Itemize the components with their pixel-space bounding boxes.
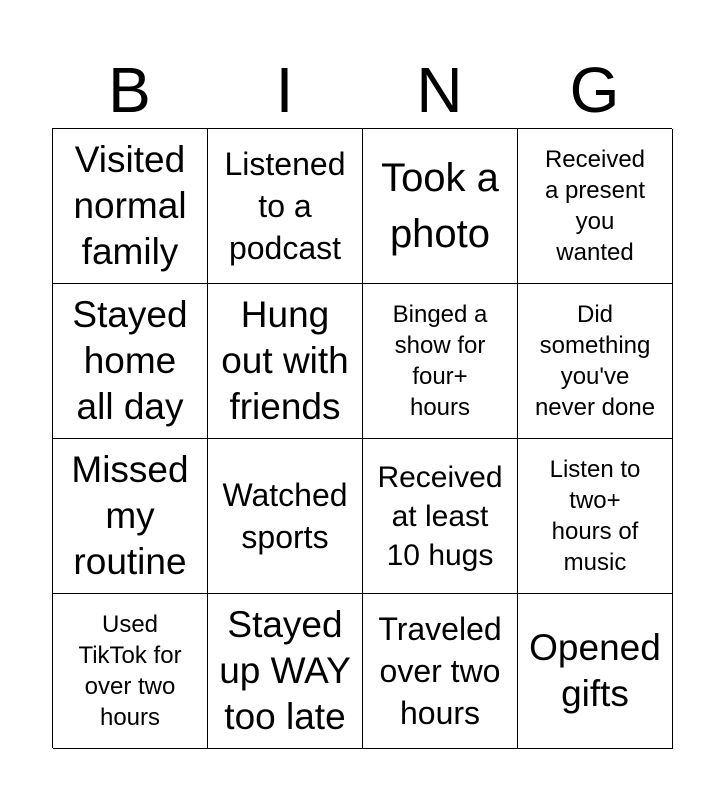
bingo-cell[interactable] [518,439,673,594]
bingo-cell[interactable] [363,594,518,749]
bingo-cell[interactable] [518,594,673,749]
bingo-cell-text: Received at least 10 hugs [377,460,503,572]
bingo-cell-text: Stayed home all day [72,294,188,427]
bingo-cell-text: Received a present you wanted [544,146,646,266]
bingo-cell[interactable] [363,129,518,284]
bingo-cell[interactable] [208,129,363,284]
bingo-cell-text: Listened to a podcast [224,146,346,266]
bingo-cell[interactable] [518,284,673,439]
bingo-cell[interactable] [363,284,518,439]
header-letter-b: B [108,54,151,126]
bingo-cell-text: Took a photo [381,156,499,256]
bingo-cell[interactable] [208,439,363,594]
bingo-cell-text: Stayed up WAY too late [219,604,351,737]
bingo-cell-text: Listen to two+ hours of music [549,456,641,576]
bingo-cell[interactable] [208,284,363,439]
bingo-cell-text: Opened gifts [529,627,661,714]
bingo-cell-text: Visited normal family [73,139,187,272]
bingo-cell[interactable] [208,594,363,749]
bingo-cell-text: Watched sports [222,477,348,555]
bingo-cell[interactable] [518,129,673,284]
bingo-cell[interactable] [53,439,208,594]
header-letter-i: I [275,54,294,126]
bingo-cell[interactable] [53,594,208,749]
bingo-cell-text: Hung out with friends [221,294,349,427]
bingo-cell-text: Used TikTok for over two hours [78,611,182,731]
bingo-header [52,52,672,128]
bingo-cell[interactable] [53,129,208,284]
bingo-cell-text: Missed my routine [71,449,189,582]
bingo-cell[interactable] [363,439,518,594]
header-letter-g: G [569,54,620,126]
bingo-cell-text: Did something you've never done [534,301,656,421]
bingo-card-grid [52,128,672,748]
bingo-cell-text: Traveled over two hours [378,611,502,731]
header-letter-n: N [416,54,463,126]
bingo-cell[interactable] [53,284,208,439]
bingo-cell-text: Binged a show for four+ hours [392,301,488,421]
